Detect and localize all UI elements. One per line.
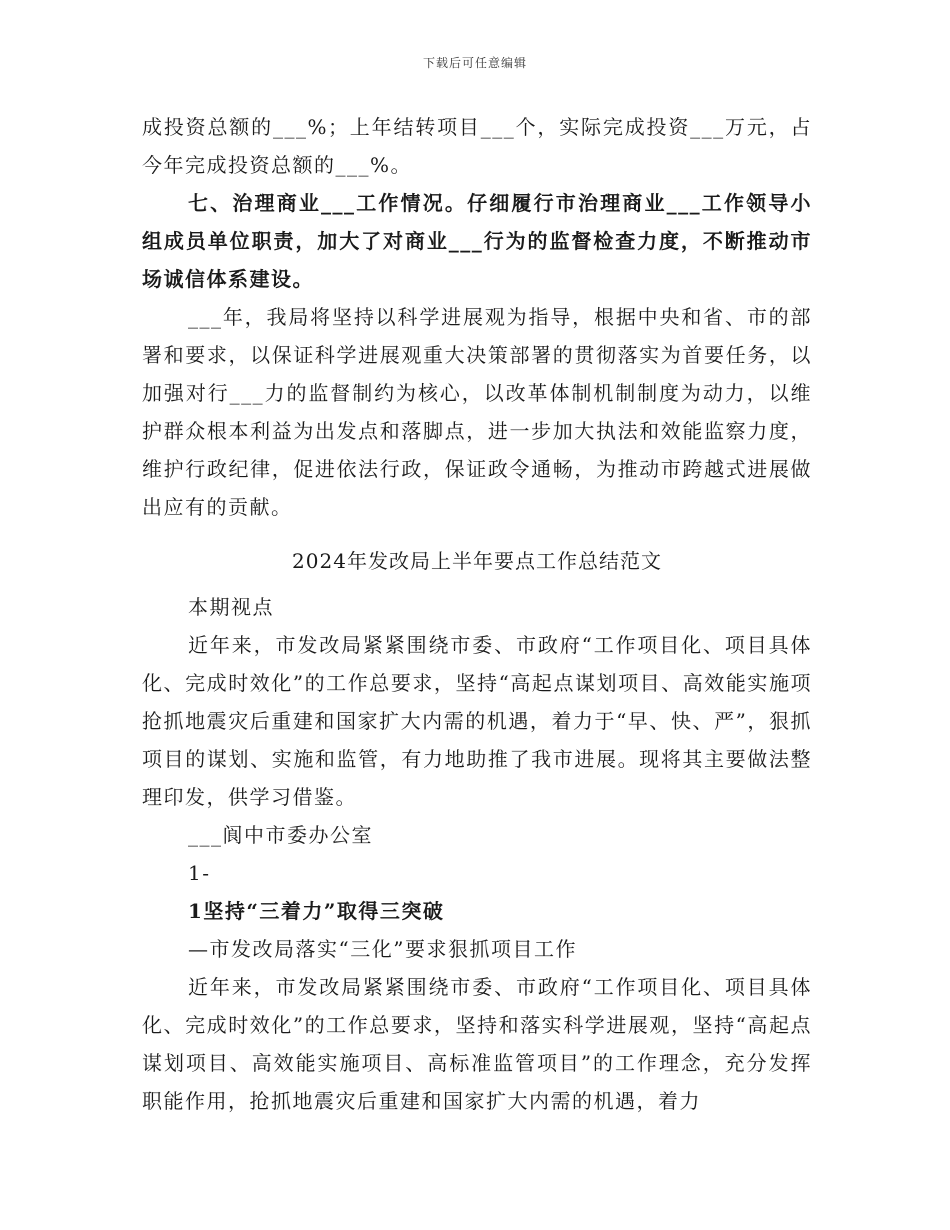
section-subheading: —市发改局落实“三化”要求狠抓项目工作	[188, 937, 577, 961]
section-heading: 1坚持“三着力”取得三突破	[188, 899, 445, 923]
paragraph-viewpoint-label: 本期视点	[188, 595, 274, 619]
paragraph-body: 近年来，市发改局紧紧围绕市委、市政府“工作项目化、项目具体化、完成时效化”的工作总要求，坚持和落实科学进展观，坚持“高起点谋划项目、高效能实施项目、高标准监管项目”的工作理念，充分发挥职能作用，抢抓地震灾后重建和国家扩大内需的机遇，着力	[142, 975, 812, 1113]
paragraph-investment-summary: 成投资总额的___%；上年结转项目___个，实际完成投资___万元，占今年完成投资总额的___%。	[142, 115, 812, 177]
paragraph-plan: ___年，我局将坚持以科学进展观为指导，根据中央和省、市的部署和要求，以保证科学进展观重大决策部署的贯彻落实为首要任务，以加强对行___力的监督制约为核心，以改革体制机制制度为动力，以维护群众根本利益为出发点和落脚点，进一步加大执法和效能监察力度，维护行政纪律，促进依法行政，保证政令通畅，为推动市跨越式进展做出应有的贡献。	[142, 305, 812, 519]
paragraph-office: ___阆中市委办公室	[188, 823, 373, 847]
document-body	[142, 108, 812, 1120]
paragraph-number: 1-	[188, 861, 211, 885]
paragraph-intro: 近年来，市发改局紧紧围绕市委、市政府“工作项目化、项目具体化、完成时效化”的工作总要求，坚持“高起点谋划项目、高效能实施项抢抓地震灾后重建和国家扩大内需的机遇，着力于“早、快、严”，狠抓项目的谋划、实施和监管，有力地助推了我市进展。现将其主要做法整理印发，供学习借鉴。	[142, 633, 812, 809]
document-title: 2024年发改局上半年要点工作总结范文	[292, 549, 662, 573]
header-note: 下载后可任意编辑	[422, 56, 527, 70]
paragraph-section-seven: 七、治理商业___工作情况。仔细履行市治理商业___工作领导小组成员单位职责，加大了对商业___行为的监督检查力度，不断推动市场诚信体系建设。	[142, 191, 812, 291]
